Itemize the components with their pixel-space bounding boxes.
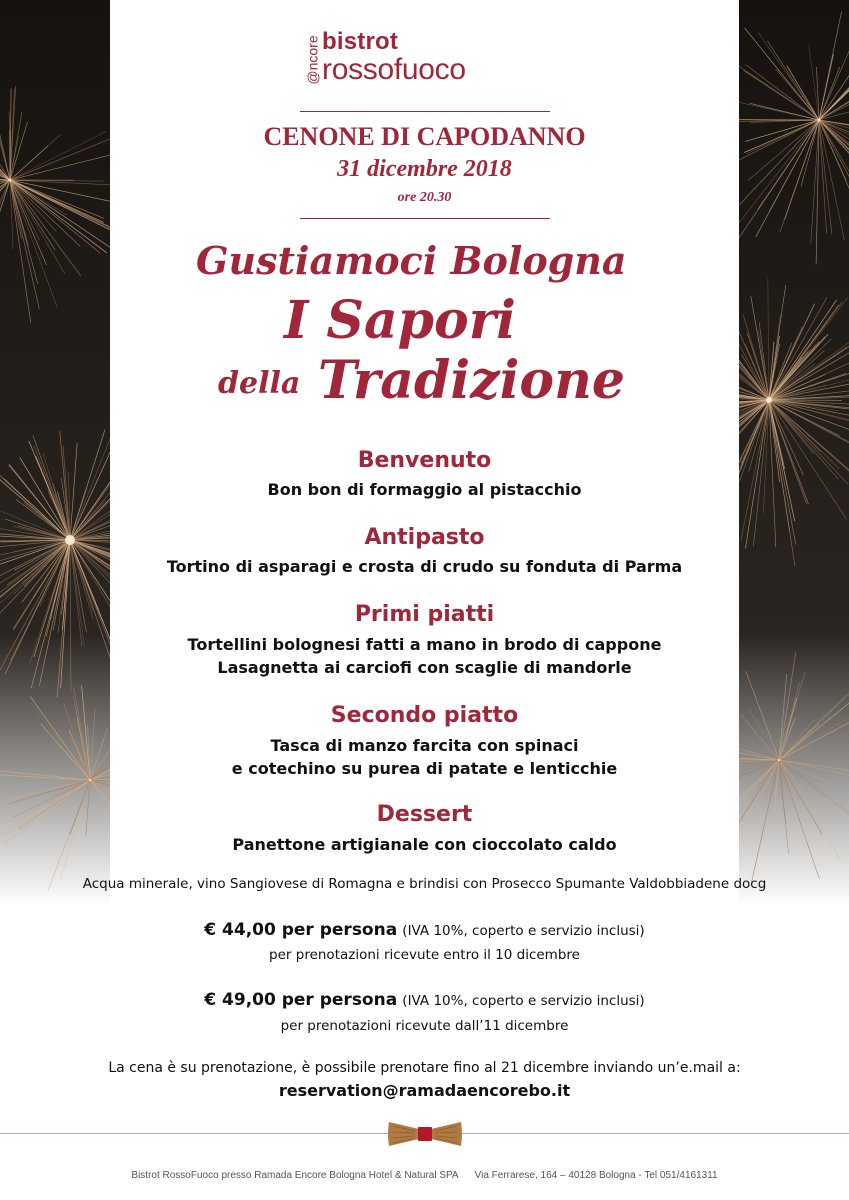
logo-rossofuoco-text: rossofuoco — [322, 53, 466, 86]
booking-text: La cena è su prenotazione, è possibile prenotare fino al 21 dicembre inviando un’e.mail a: — [108, 1060, 741, 1076]
menu-item: Bon bon di formaggio al pistacchio — [267, 480, 582, 499]
section-heading-antipasto: Antipasto — [364, 525, 485, 550]
divider-bottom — [300, 218, 550, 219]
price-late-condition: per prenotazioni ricevute dall’11 dicembre — [280, 1018, 569, 1034]
menu-item: Tortellini bolognesi fatti a mano in brodo di cappone — [187, 635, 662, 654]
bow-tie-image — [387, 1118, 463, 1150]
headline-line3-big: Tradizione — [318, 350, 625, 411]
footer-venue: Bistrot RossoFuoco presso Ramada Encore Bologna Hotel & Natural SPA — [131, 1170, 459, 1181]
event-date: 31 dicembre 2018 — [337, 156, 512, 182]
event-time: ore 20.30 — [397, 190, 452, 205]
divider-top — [300, 111, 550, 112]
price-early-amount: € 44,00 per persona — [204, 920, 398, 940]
drinks-note: Acqua minerale, vino Sangiovese di Romagna e brindisi con Prosecco Spumante Valdobbiadene docg — [82, 876, 767, 892]
section-heading-dessert: Dessert — [376, 802, 473, 827]
price-early-details: (IVA 10%, coperto e servizio inclusi) — [402, 923, 645, 939]
price-late — [0, 990, 849, 1010]
section-heading-benvenuto: Benvenuto — [357, 448, 492, 473]
headline-line3-small: della — [218, 366, 301, 401]
headline-line1: Gustiamoci Bologna — [196, 238, 627, 283]
menu-item: e cotechino su purea di patate e lenticchie — [231, 759, 618, 778]
menu-item: Tasca di manzo farcita con spinaci — [270, 736, 579, 755]
headline-line2: I Sapori — [284, 290, 516, 351]
footer — [0, 1170, 849, 1181]
menu-item: Lasagnetta ai carciofi con scaglie di mandorle — [217, 658, 632, 677]
price-late-amount: € 49,00 per persona — [204, 990, 398, 1010]
booking-email-link[interactable]: reservation@ramadaencorebo.it — [278, 1081, 571, 1100]
event-title: CENONE DI CAPODANNO — [263, 122, 586, 151]
section-heading-secondo: Secondo piatto — [330, 703, 519, 728]
price-early-condition: per prenotazioni ricevute entro il 10 dicembre — [269, 947, 580, 963]
price-late-details: (IVA 10%, coperto e servizio inclusi) — [402, 993, 645, 1009]
bistrot-rossofuoco-logo — [302, 28, 552, 88]
section-heading-primi: Primi piatti — [354, 602, 495, 627]
logo-encore-text: @ncore — [304, 35, 321, 85]
footer-address: Via Ferrarese, 164 – 40128 Bologna - Tel 051/4161311 — [474, 1170, 718, 1181]
logo-bistrot-text: bistrot — [322, 28, 399, 55]
menu-item: Panettone artigianale con cioccolato caldo — [232, 835, 617, 854]
menu-item: Tortino di asparagi e crosta di crudo su fonduta di Parma — [166, 557, 683, 576]
price-early — [0, 920, 849, 940]
